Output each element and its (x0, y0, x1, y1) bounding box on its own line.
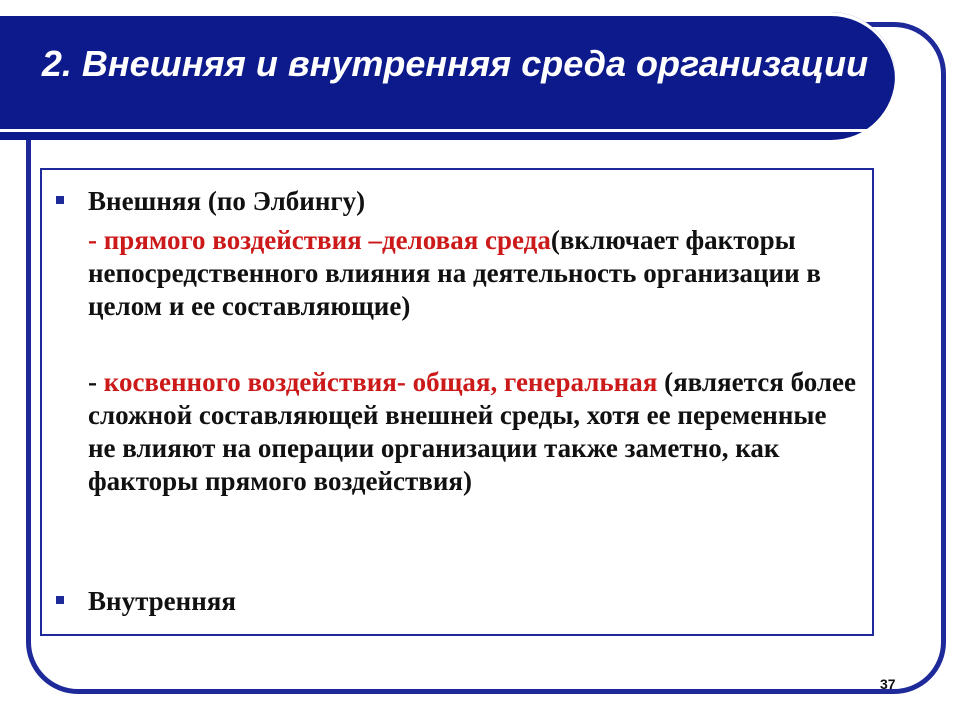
paragraph-indirect-impact-text: (является более сложной составляющей внешней среды, хотя ее переменные не влияют на операции организации также заметно, как факторы прямого воздействия) (88, 367, 856, 496)
title-bar (0, 12, 895, 140)
slide-title: 2. Внешняя и внутренняя среда организации (41, 43, 869, 84)
highlight-indirect-impact: косвенного воздействия- общая, генеральная (103, 367, 658, 397)
bullet-item-internal (56, 584, 236, 618)
bullet-heading-internal: Внутренняя (88, 586, 236, 616)
content-box (40, 168, 874, 636)
square-bullet-icon (56, 196, 64, 204)
paragraph-direct-impact (88, 224, 858, 323)
paragraph-lead: - (88, 367, 104, 397)
page-number: 37 (880, 676, 896, 692)
bullet-item-external (56, 184, 365, 218)
bullet-heading-external: Внешняя (по Элбингу) (88, 186, 366, 216)
square-bullet-icon (56, 596, 64, 604)
paragraph-lead: - (88, 225, 104, 255)
highlight-direct-impact: прямого воздействия –деловая среда (103, 225, 551, 255)
paragraph-direct-impact-text: (включает факторы непосредственного влияния на деятельность организации в целом и ее составляющие) (88, 225, 821, 321)
paragraph-indirect-impact (88, 366, 858, 498)
